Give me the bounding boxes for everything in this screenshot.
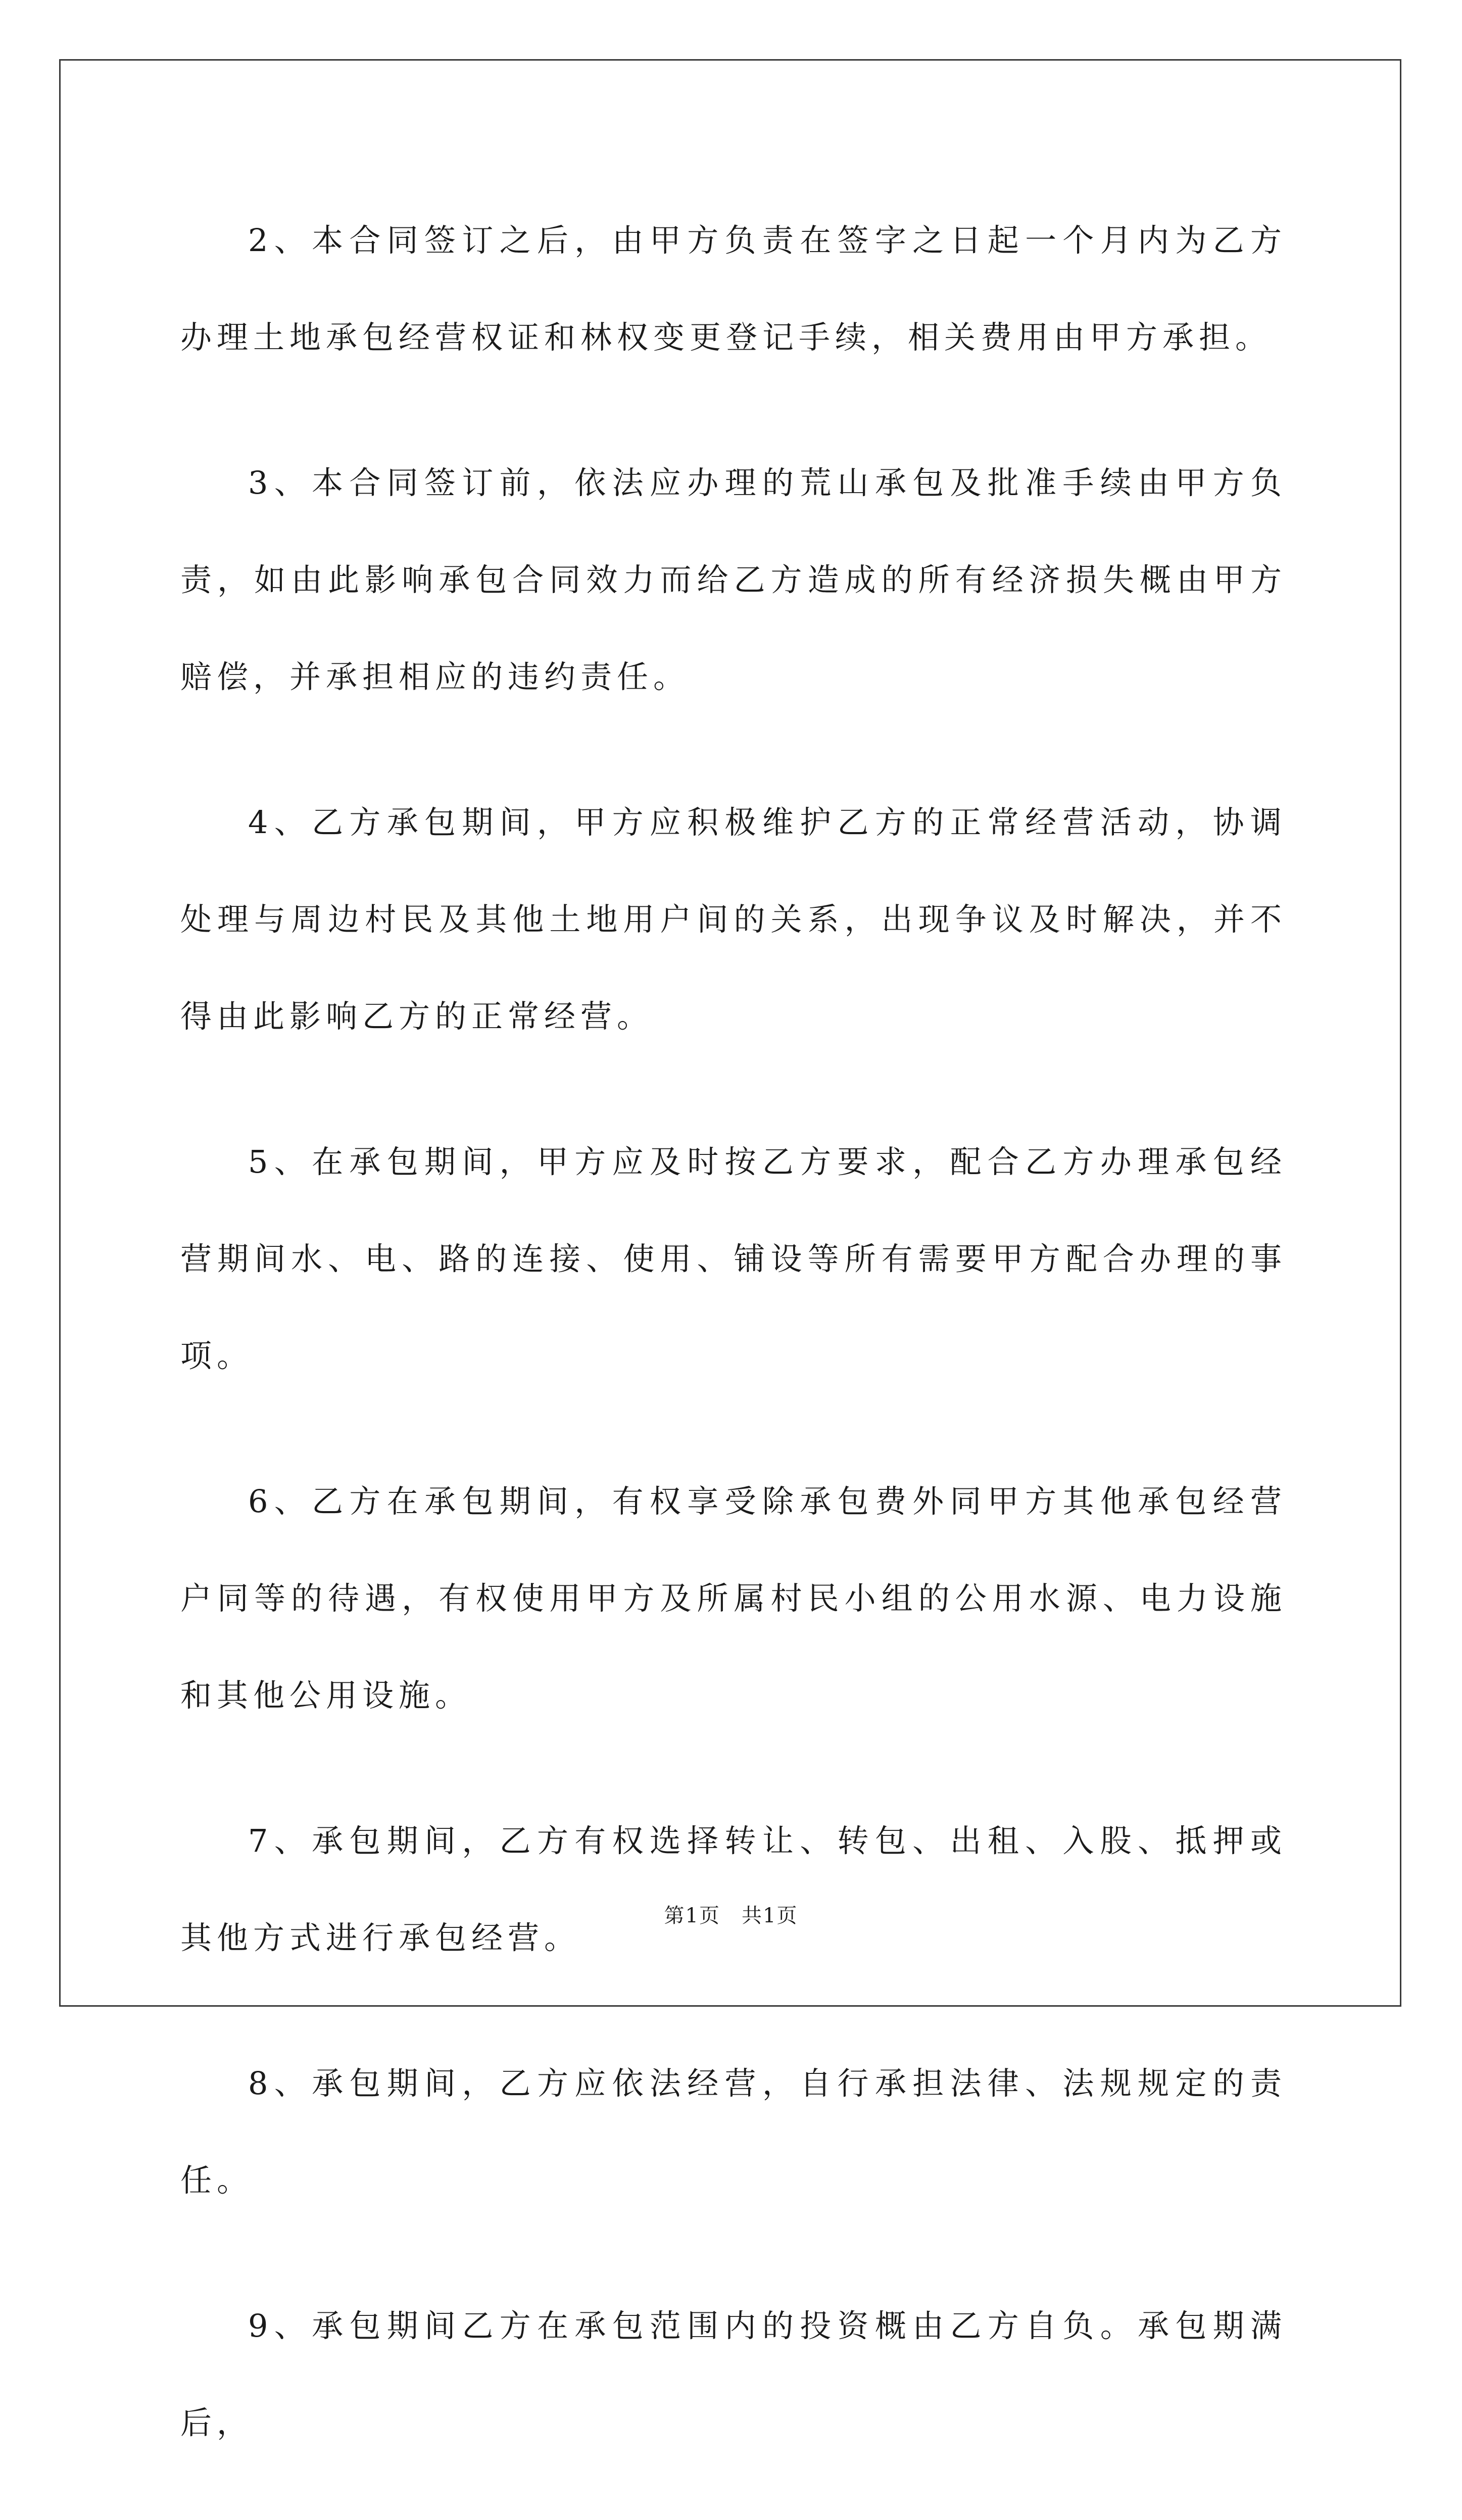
paragraph-9: 9、承包期间乙方在承包范围内的投资概由乙方自负。承包期满后， xyxy=(180,2307,1287,2441)
paragraph-3: 3、本合同签订前，依法应办理的荒山承包及批准手续由甲方负责，如由此影响承包合同效力而给乙方造成的所有经济损失概由甲方赔偿，并承担相应的违约责任。 xyxy=(180,464,1287,695)
page-footer: 第1页 共1页 xyxy=(664,1904,798,1927)
paragraph-7: 7、承包期间，乙方有权选择转让、转包、出租、入股、抵押或其他方式进行承包经营。 xyxy=(180,1822,1287,1956)
paragraph-4: 4、乙方承包期间，甲方应积极维护乙方的正常经营活动，协调处理与周边村民及其他土地用户间的关系，出现争议及时解决，并不得由此影响乙方的正常经营。 xyxy=(180,804,1287,1035)
paragraph-2: 2、本合同签订之后，由甲方负责在签字之日起一个月内为乙方办理土地承包经营权证和林权变更登记手续，相关费用由甲方承担。 xyxy=(180,222,1287,356)
document-body xyxy=(180,192,1287,2520)
paragraph-5: 5、在承包期间，甲方应及时按乙方要求，配合乙方办理承包经营期间水、电、路的连接、使用、铺设等所有需要甲方配合办理的事项。 xyxy=(180,1143,1287,1374)
paragraph-6: 6、乙方在承包期间，有权享受除承包费外同甲方其他承包经营户同等的待遇，有权使用甲方及所属村民小组的公用水源、电力设施和其他公用设施。 xyxy=(180,1483,1287,1714)
paragraph-8: 8、承包期间，乙方应依法经营，自行承担法律、法规规定的责任。 xyxy=(180,2065,1287,2199)
